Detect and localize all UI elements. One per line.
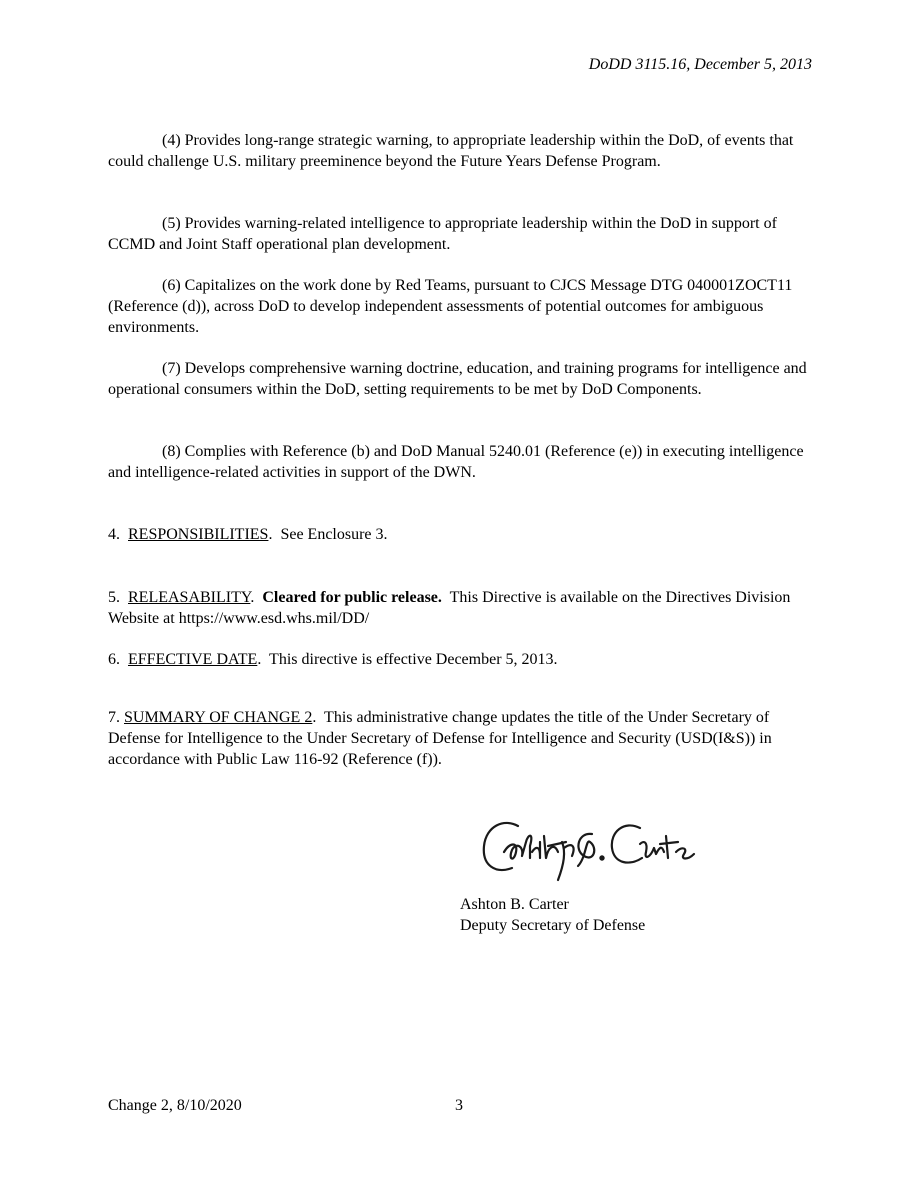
section-number: 4.	[108, 526, 120, 543]
section-text: See Enclosure 3.	[280, 526, 388, 543]
section-number: 7.	[108, 709, 120, 726]
section-heading: RELEASABILITY	[128, 589, 251, 606]
section-summary-of-change: 7. SUMMARY OF CHANGE 2. This administrative change updates the title of the Under Secretary of Defense for Intelligence to the Under Secretary of Defense for Intelligence and Security (USD(I&S)) in accordance with Public Law 116-92 (Reference (f)).	[108, 709, 772, 768]
section-heading: EFFECTIVE DATE	[128, 651, 258, 668]
signer-name: Ashton B. Carter	[460, 896, 569, 913]
item-8: (8) Complies with Reference (b) and DoD Manual 5240.01 (Reference (e)) in executing intelligence and intelligence-related activities in support of the DWN.	[108, 443, 804, 481]
signature-block	[460, 812, 760, 934]
section-text: This Directive is available on the Directives Division Website at https://www.esd.whs.mil/DD/	[108, 589, 791, 627]
item-6: (6) Capitalizes on the work done by Red Teams, pursuant to CJCS Message DTG 040001ZOCT11 (Reference (d)), across DoD to develop independent assessments of potential outcomes for ambiguous environments.	[108, 277, 793, 336]
section-text: This directive is effective December 5, 2013.	[269, 651, 558, 668]
item-5: (5) Provides warning-related intelligence to appropriate leadership within the DoD in support of CCMD and Joint Staff operational plan development.	[108, 215, 777, 253]
handwritten-signature	[474, 812, 714, 892]
item-7: (7) Develops comprehensive warning doctrine, education, and training programs for intelligence and operational consumers within the DoD, setting requirements to be met by DoD Components.	[108, 360, 807, 398]
section-heading: SUMMARY OF CHANGE 2	[124, 709, 313, 726]
section-number: 6.	[108, 651, 120, 668]
public-release-notice: Cleared for public release.	[262, 589, 442, 606]
section-text: This administrative change updates the title of the Under Secretary of Defense for Intelligence to the Under Secretary of Defense for Intelligence and Security (USD(I&S)) in accordance with Public Law 116-92 (Reference (f)).	[108, 709, 772, 768]
section-releasability: 5. RELEASABILITY. Cleared for public release. This Directive is available on the Directives Division Website at https://www.esd.whs.mil/DD/	[108, 589, 791, 627]
section-number: 5.	[108, 589, 120, 606]
section-effective-date: 6. EFFECTIVE DATE. This directive is effective December 5, 2013.	[108, 651, 558, 668]
section-heading: RESPONSIBILITIES	[128, 526, 269, 543]
page-number: 3	[455, 1097, 463, 1114]
item-4: (4) Provides long-range strategic warning, to appropriate leadership within the DoD, of events that could challenge U.S. military preeminence beyond the Future Years Defense Program.	[108, 132, 794, 170]
footer-change-date: Change 2, 8/10/2020	[108, 1097, 242, 1114]
signer-title: Deputy Secretary of Defense	[460, 917, 646, 934]
document-citation-header: DoDD 3115.16, December 5, 2013	[588, 56, 812, 73]
section-responsibilities: 4. RESPONSIBILITIES. See Enclosure 3.	[108, 526, 388, 543]
